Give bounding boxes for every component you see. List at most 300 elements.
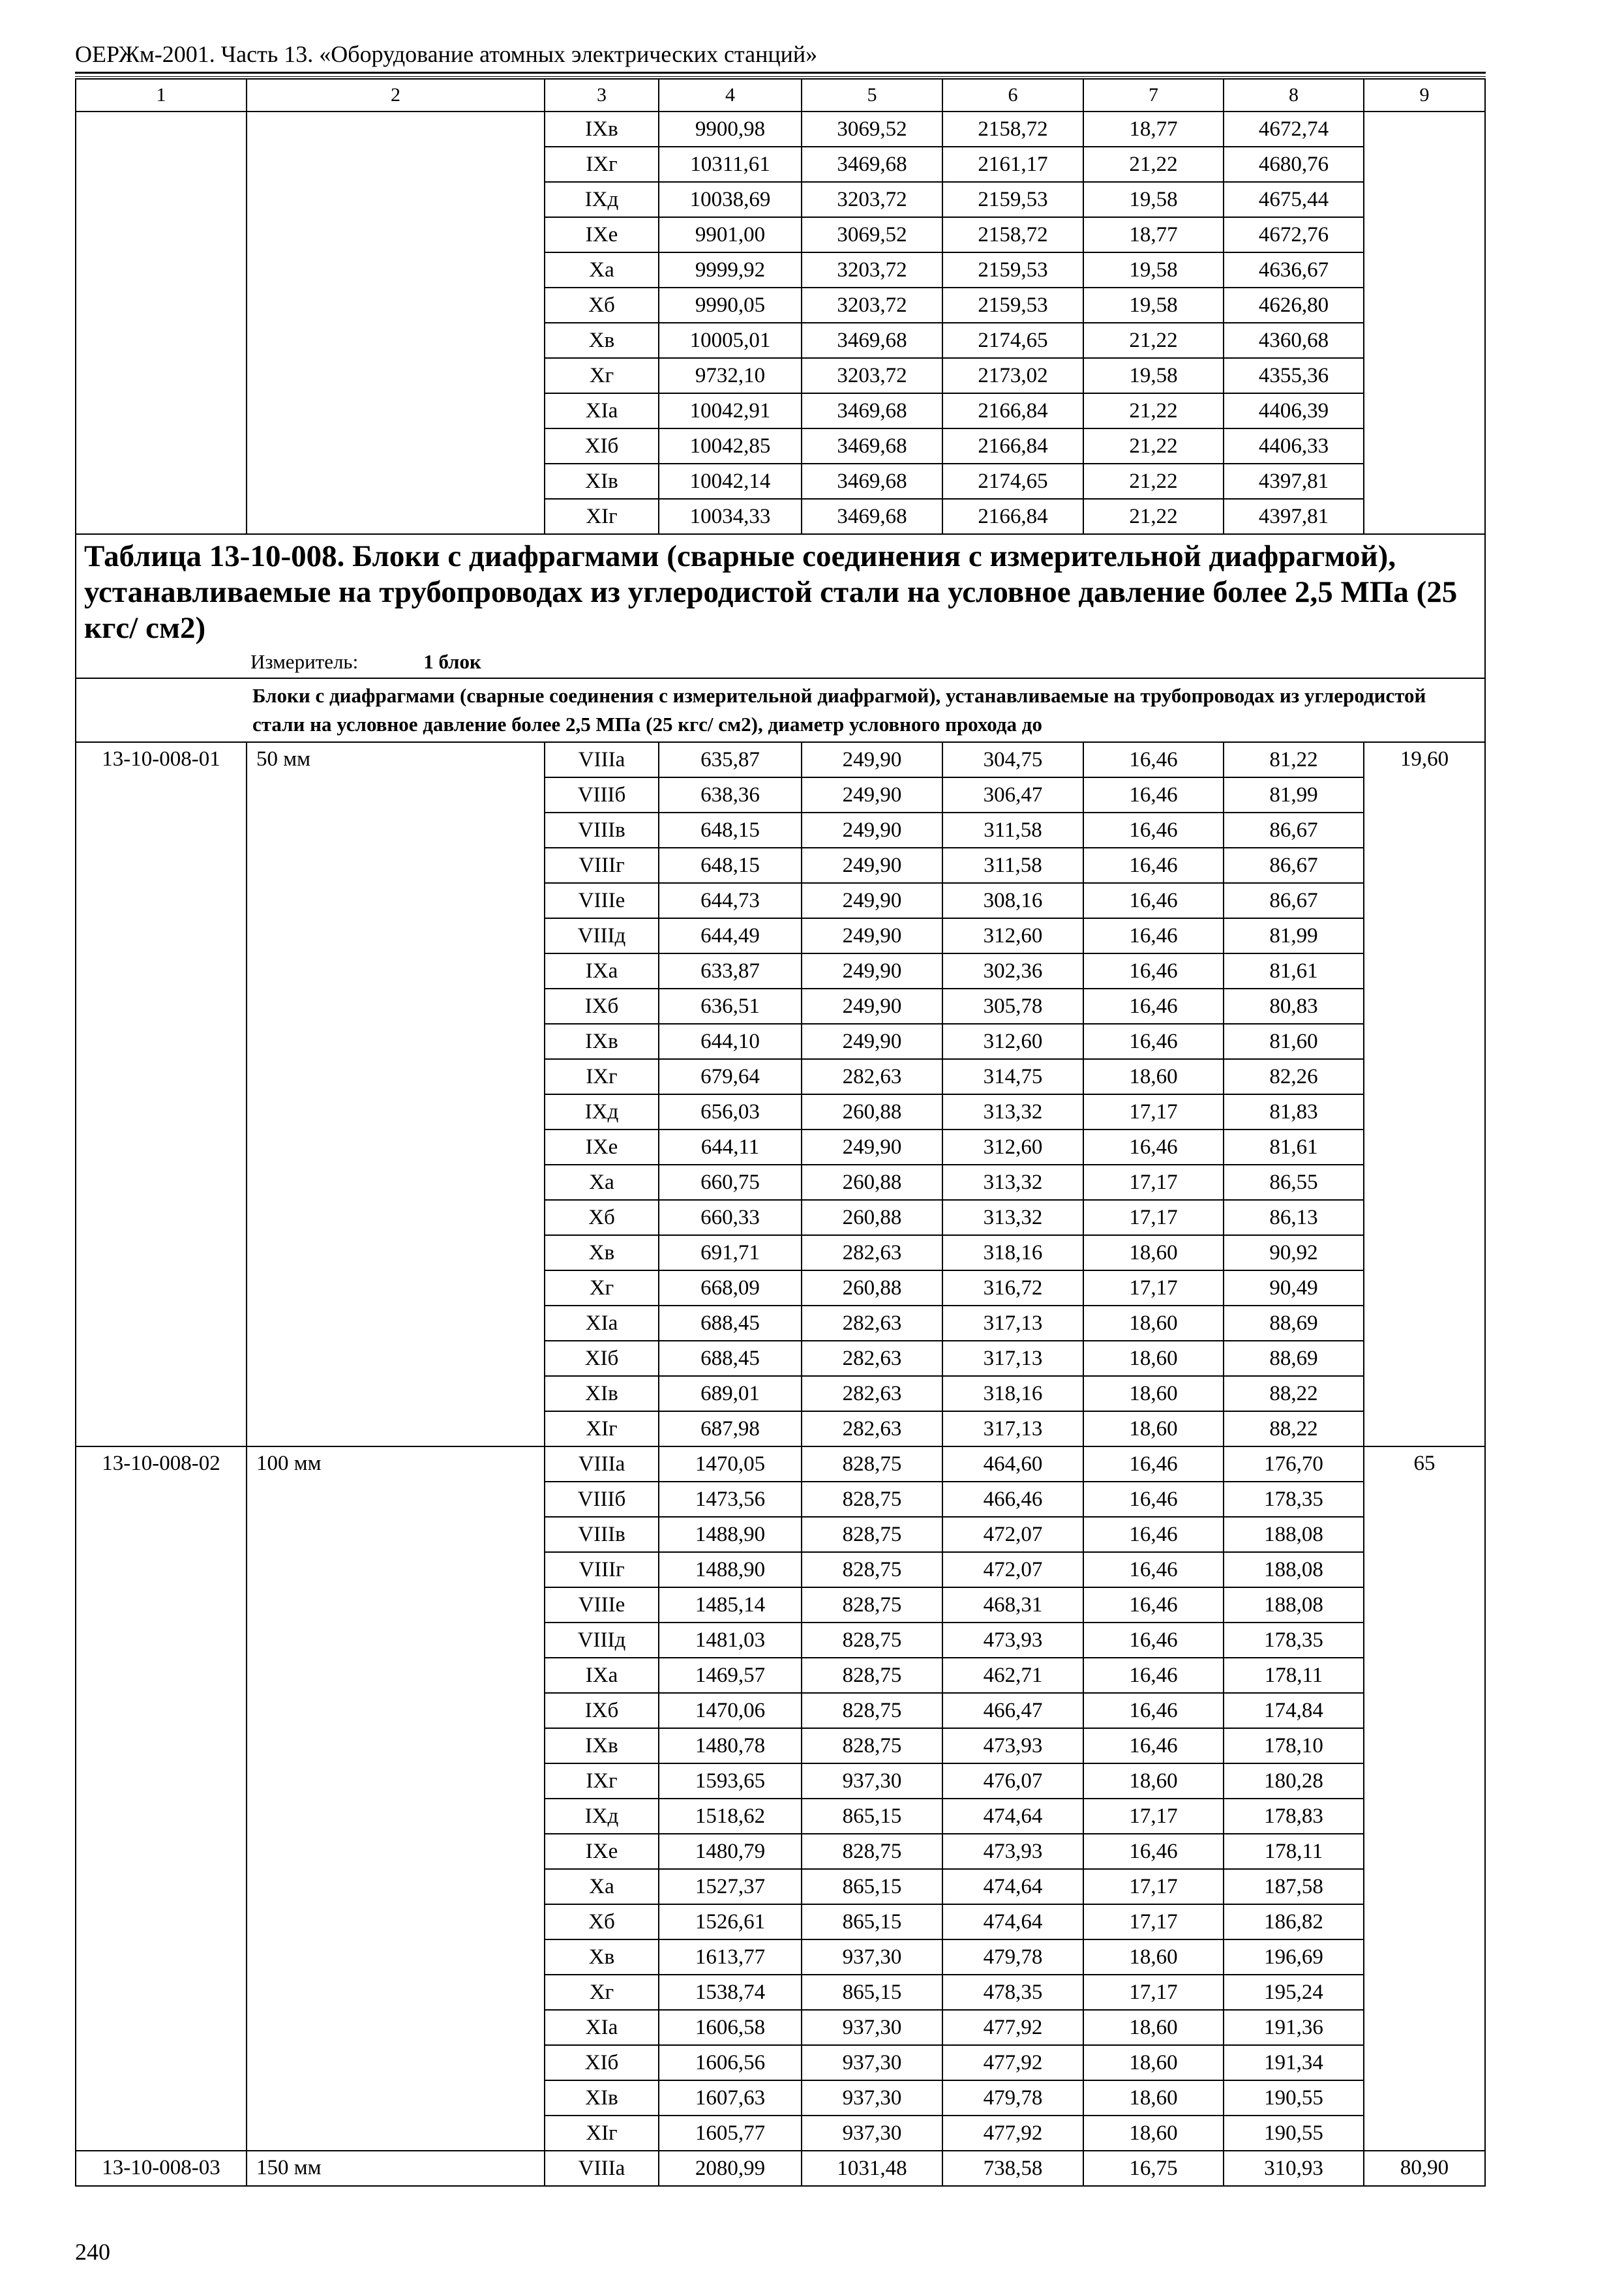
table-cell: 1480,78 bbox=[659, 1728, 802, 1763]
table-cell: 18,77 bbox=[1083, 112, 1224, 147]
table-cell: 738,58 bbox=[942, 2151, 1083, 2186]
table-cell: XIв bbox=[545, 1376, 659, 1411]
table-cell: 4355,36 bbox=[1224, 358, 1364, 393]
table-cell: 937,30 bbox=[802, 2010, 942, 2045]
table-cell: 18,60 bbox=[1083, 1939, 1224, 1975]
table-cell: 668,09 bbox=[659, 1270, 802, 1306]
table-cell: 828,75 bbox=[802, 1728, 942, 1763]
table-cell: 473,93 bbox=[942, 1623, 1083, 1658]
table-cell: 635,87 bbox=[659, 742, 802, 777]
table-cell: 1606,56 bbox=[659, 2045, 802, 2080]
table-cell: 18,60 bbox=[1083, 2116, 1224, 2151]
table-cell: 16,46 bbox=[1083, 1587, 1224, 1623]
table-cell: 86,67 bbox=[1224, 848, 1364, 883]
table-cell: 464,60 bbox=[942, 1446, 1083, 1482]
table-cell: 81,83 bbox=[1224, 1094, 1364, 1130]
table-cell: Xг bbox=[545, 1975, 659, 2010]
table-cell: 260,88 bbox=[802, 1094, 942, 1130]
table-cell: VIIIг bbox=[545, 1552, 659, 1587]
table-cell: 81,61 bbox=[1224, 953, 1364, 989]
table-cell: VIIIд bbox=[545, 1623, 659, 1658]
table-cell: VIIIе bbox=[545, 883, 659, 918]
table-cell: 828,75 bbox=[802, 1482, 942, 1517]
column-number-row bbox=[76, 79, 1485, 112]
table-cell: 312,60 bbox=[942, 1130, 1083, 1165]
table-cell: 472,07 bbox=[942, 1552, 1083, 1587]
table-cell: 260,88 bbox=[802, 1270, 942, 1306]
table-cell: 2174,65 bbox=[942, 323, 1083, 358]
table-cell: XIв bbox=[545, 464, 659, 499]
table-cell: 3469,68 bbox=[802, 428, 942, 464]
table-cell: IXв bbox=[545, 1024, 659, 1059]
header-rule-thin bbox=[75, 76, 1486, 77]
table-cell: 937,30 bbox=[802, 2080, 942, 2116]
table-cell: 3203,72 bbox=[802, 182, 942, 217]
table-cell: 3469,68 bbox=[802, 147, 942, 182]
table-cell: 1518,62 bbox=[659, 1799, 802, 1834]
table-cell: XIа bbox=[545, 1306, 659, 1341]
table-cell: 660,75 bbox=[659, 1165, 802, 1200]
table-cell: 16,46 bbox=[1083, 918, 1224, 953]
table-cell: Xб bbox=[545, 1200, 659, 1235]
table-cell: 472,07 bbox=[942, 1517, 1083, 1552]
table-cell: 648,15 bbox=[659, 813, 802, 848]
table-cell: 18,60 bbox=[1083, 2080, 1224, 2116]
table-cell: 18,77 bbox=[1083, 217, 1224, 252]
table-cell: XIб bbox=[545, 1341, 659, 1376]
table-cell: 828,75 bbox=[802, 1658, 942, 1693]
table-cell: 828,75 bbox=[802, 1623, 942, 1658]
rate-code: 13-10-008-02 bbox=[76, 1446, 247, 2151]
table-cell: Xв bbox=[545, 1939, 659, 1975]
table-cell: 311,58 bbox=[942, 848, 1083, 883]
table-cell: 282,63 bbox=[802, 1235, 942, 1270]
table-cell: 1538,74 bbox=[659, 1975, 802, 2010]
table-cell: VIIIг bbox=[545, 848, 659, 883]
table-cell: 474,64 bbox=[942, 1869, 1083, 1904]
table-cell: 16,46 bbox=[1083, 1517, 1224, 1552]
table-cell: IXд bbox=[545, 1094, 659, 1130]
table-cell: 81,99 bbox=[1224, 918, 1364, 953]
table-cell: 313,32 bbox=[942, 1165, 1083, 1200]
table-cell: 477,92 bbox=[942, 2045, 1083, 2080]
table-cell: 638,36 bbox=[659, 777, 802, 813]
table-cell: 16,46 bbox=[1083, 1482, 1224, 1517]
table-cell: 88,69 bbox=[1224, 1306, 1364, 1341]
table-cell: 310,93 bbox=[1224, 2151, 1364, 2186]
table-cell: 190,55 bbox=[1224, 2080, 1364, 2116]
table-cell: 865,15 bbox=[802, 1975, 942, 2010]
table-cell: 191,36 bbox=[1224, 2010, 1364, 2045]
table-cell: 260,88 bbox=[802, 1165, 942, 1200]
table-cell: 1473,56 bbox=[659, 1482, 802, 1517]
running-header: ОЕРЖм-2001. Часть 13. «Оборудование атомных электрических станций» bbox=[75, 41, 818, 67]
table-cell: 304,75 bbox=[942, 742, 1083, 777]
table-cell: 10038,69 bbox=[659, 182, 802, 217]
table-cell: XIа bbox=[545, 393, 659, 428]
table-cell: 174,84 bbox=[1224, 1693, 1364, 1728]
table-title-cell bbox=[76, 534, 1485, 678]
table-cell: 1481,03 bbox=[659, 1623, 802, 1658]
table-cell: XIб bbox=[545, 428, 659, 464]
table-cell: 10042,91 bbox=[659, 393, 802, 428]
table-cell: 17,17 bbox=[1083, 1165, 1224, 1200]
continuation-col9-cell bbox=[1364, 112, 1485, 534]
table-cell: 18,60 bbox=[1083, 1411, 1224, 1446]
table-cell: 691,71 bbox=[659, 1235, 802, 1270]
column-number-cell: 5 bbox=[802, 79, 942, 112]
table-cell: 633,87 bbox=[659, 953, 802, 989]
table-cell: 828,75 bbox=[802, 1552, 942, 1587]
table-cell: 1526,61 bbox=[659, 1904, 802, 1939]
table-cell: 17,17 bbox=[1083, 1799, 1224, 1834]
column-number-cell: 8 bbox=[1224, 79, 1364, 112]
table-cell: 4672,76 bbox=[1224, 217, 1364, 252]
table-cell: 260,88 bbox=[802, 1200, 942, 1235]
table-cell: VIIIд bbox=[545, 918, 659, 953]
table-cell: 178,10 bbox=[1224, 1728, 1364, 1763]
table-cell: 476,07 bbox=[942, 1763, 1083, 1799]
table-cell: 21,22 bbox=[1083, 147, 1224, 182]
table-cell: 305,78 bbox=[942, 989, 1083, 1024]
table-cell: 1031,48 bbox=[802, 2151, 942, 2186]
table-cell: 249,90 bbox=[802, 989, 942, 1024]
table-cell: 2166,84 bbox=[942, 428, 1083, 464]
table-cell: 9999,92 bbox=[659, 252, 802, 288]
table-cell: 17,17 bbox=[1083, 1904, 1224, 1939]
unit-value: 1 блок bbox=[423, 650, 481, 673]
table-cell: Xг bbox=[545, 1270, 659, 1306]
table-cell: 687,98 bbox=[659, 1411, 802, 1446]
table-cell: 313,32 bbox=[942, 1094, 1083, 1130]
table-cell: 249,90 bbox=[802, 848, 942, 883]
table-cell: 636,51 bbox=[659, 989, 802, 1024]
table-cell: IXа bbox=[545, 953, 659, 989]
table-cell: 249,90 bbox=[802, 953, 942, 989]
table-cell: 2159,53 bbox=[942, 288, 1083, 323]
table-cell: 688,45 bbox=[659, 1306, 802, 1341]
table-cell: 21,22 bbox=[1083, 428, 1224, 464]
rate-code: 13-10-008-01 bbox=[76, 742, 247, 1446]
column-number-cell: 6 bbox=[942, 79, 1083, 112]
table-cell: 16,46 bbox=[1083, 1623, 1224, 1658]
table-cell: 306,47 bbox=[942, 777, 1083, 813]
table-cell: 178,83 bbox=[1224, 1799, 1364, 1834]
table-cell: 1613,77 bbox=[659, 1939, 802, 1975]
table-cell: 1480,79 bbox=[659, 1834, 802, 1869]
table-cell: 3469,68 bbox=[802, 393, 942, 428]
table-cell: VIIIа bbox=[545, 742, 659, 777]
table-cell: 828,75 bbox=[802, 1446, 942, 1482]
table-cell: 88,22 bbox=[1224, 1411, 1364, 1446]
table-cell: Xг bbox=[545, 358, 659, 393]
table-cell: 1485,14 bbox=[659, 1587, 802, 1623]
table-cell: 18,60 bbox=[1083, 2045, 1224, 2080]
table-cell: 2161,17 bbox=[942, 147, 1083, 182]
table-cell: XIа bbox=[545, 2010, 659, 2045]
table-cell: 2158,72 bbox=[942, 112, 1083, 147]
table-cell: VIIIб bbox=[545, 1482, 659, 1517]
table-cell: 937,30 bbox=[802, 1763, 942, 1799]
table-cell: 4680,76 bbox=[1224, 147, 1364, 182]
rate-diameter: 100 мм bbox=[247, 1446, 545, 2151]
table-cell: 644,11 bbox=[659, 1130, 802, 1165]
table-cell: 3469,68 bbox=[802, 323, 942, 358]
table-cell: 937,30 bbox=[802, 2116, 942, 2151]
unit-line bbox=[84, 649, 1478, 675]
table-cell: 17,17 bbox=[1083, 1869, 1224, 1904]
subcaption-row bbox=[76, 678, 1485, 742]
continuation-diameter-cell bbox=[247, 112, 545, 534]
table-cell: 18,60 bbox=[1083, 2010, 1224, 2045]
table-cell: 477,92 bbox=[942, 2010, 1083, 2045]
table-cell: 90,49 bbox=[1224, 1270, 1364, 1306]
table-cell: 180,28 bbox=[1224, 1763, 1364, 1799]
table-cell: 1488,90 bbox=[659, 1517, 802, 1552]
table-cell: 282,63 bbox=[802, 1411, 942, 1446]
table-cell: 81,22 bbox=[1224, 742, 1364, 777]
table-cell: IXб bbox=[545, 989, 659, 1024]
column-number-cell: 9 bbox=[1364, 79, 1485, 112]
table-cell: 10042,14 bbox=[659, 464, 802, 499]
table-cell: 828,75 bbox=[802, 1834, 942, 1869]
table-cell: 648,15 bbox=[659, 848, 802, 883]
table-cell: 81,99 bbox=[1224, 777, 1364, 813]
table-cell: 249,90 bbox=[802, 883, 942, 918]
table-cell: IXд bbox=[545, 1799, 659, 1834]
table-cell: 16,46 bbox=[1083, 1728, 1224, 1763]
table-cell: 466,46 bbox=[942, 1482, 1083, 1517]
table-cell: 828,75 bbox=[802, 1517, 942, 1552]
table-cell: 318,16 bbox=[942, 1235, 1083, 1270]
table-cell: 828,75 bbox=[802, 1587, 942, 1623]
table-cell: 1469,57 bbox=[659, 1658, 802, 1693]
table-cell: 3469,68 bbox=[802, 464, 942, 499]
column-number-cell: 1 bbox=[76, 79, 247, 112]
table-cell: 4626,80 bbox=[1224, 288, 1364, 323]
table-cell: Xа bbox=[545, 252, 659, 288]
table-cell: Xа bbox=[545, 1165, 659, 1200]
table-cell: 2174,65 bbox=[942, 464, 1083, 499]
table-cell: 80,83 bbox=[1224, 989, 1364, 1024]
table-cell: 282,63 bbox=[802, 1059, 942, 1094]
table-cell: 21,22 bbox=[1083, 464, 1224, 499]
table-cell: 19,58 bbox=[1083, 358, 1224, 393]
table-cell: 86,67 bbox=[1224, 883, 1364, 918]
table-cell: 21,22 bbox=[1083, 393, 1224, 428]
table-cell: 314,75 bbox=[942, 1059, 1083, 1094]
table-cell: IXг bbox=[545, 147, 659, 182]
table-cell: 865,15 bbox=[802, 1869, 942, 1904]
table-cell: 3203,72 bbox=[802, 358, 942, 393]
table-cell: 17,17 bbox=[1083, 1975, 1224, 2010]
table-cell: 18,60 bbox=[1083, 1376, 1224, 1411]
table-cell: 937,30 bbox=[802, 2045, 942, 2080]
table-cell: IXб bbox=[545, 1693, 659, 1728]
table-cell: 10005,01 bbox=[659, 323, 802, 358]
table-cell: 17,17 bbox=[1083, 1270, 1224, 1306]
table-cell: 282,63 bbox=[802, 1341, 942, 1376]
page-number: 240 bbox=[75, 2239, 110, 2265]
table-cell: 16,46 bbox=[1083, 1658, 1224, 1693]
table-cell: 16,46 bbox=[1083, 1693, 1224, 1728]
table-cell: 196,69 bbox=[1224, 1939, 1364, 1975]
table-cell: 17,17 bbox=[1083, 1094, 1224, 1130]
table-cell: 644,49 bbox=[659, 918, 802, 953]
table-cell: 2080,99 bbox=[659, 2151, 802, 2186]
table-cell: 178,35 bbox=[1224, 1623, 1364, 1658]
table-cell: 86,55 bbox=[1224, 1165, 1364, 1200]
table-cell: 312,60 bbox=[942, 1024, 1083, 1059]
table-cell: 4675,44 bbox=[1224, 182, 1364, 217]
table-row bbox=[76, 742, 1485, 777]
table-cell: 86,13 bbox=[1224, 1200, 1364, 1235]
table-cell: 937,30 bbox=[802, 1939, 942, 1975]
table-cell: 16,46 bbox=[1083, 1834, 1224, 1869]
table-cell: 21,22 bbox=[1083, 323, 1224, 358]
table-cell: Xб bbox=[545, 288, 659, 323]
column-number-cell: 2 bbox=[247, 79, 545, 112]
table-cell: Xв bbox=[545, 323, 659, 358]
table-cell: 191,34 bbox=[1224, 2045, 1364, 2080]
column-number-cell: 7 bbox=[1083, 79, 1224, 112]
table-cell: 21,22 bbox=[1083, 499, 1224, 534]
table-cell: 4672,74 bbox=[1224, 112, 1364, 147]
rate-col9-value: 19,60 bbox=[1364, 742, 1485, 1446]
table-cell: 312,60 bbox=[942, 918, 1083, 953]
table-cell: 18,60 bbox=[1083, 1341, 1224, 1376]
table-cell: 865,15 bbox=[802, 1799, 942, 1834]
table-cell: 3069,52 bbox=[802, 112, 942, 147]
table-cell: 82,26 bbox=[1224, 1059, 1364, 1094]
table-cell: 17,17 bbox=[1083, 1200, 1224, 1235]
table-cell: 249,90 bbox=[802, 918, 942, 953]
table-cell: VIIIа bbox=[545, 2151, 659, 2186]
table-cell: IXд bbox=[545, 182, 659, 217]
table-cell: 302,36 bbox=[942, 953, 1083, 989]
table-cell: Xб bbox=[545, 1904, 659, 1939]
subcaption: Блоки с диафрагмами (сварные соединения с измерительной диафрагмой), устанавливаемые на трубопроводах из углеродистой стали на условное давление более 2,5 МПа (25 кгс/ см2), диаметр условного прохода до bbox=[76, 678, 1485, 742]
table-cell: 90,92 bbox=[1224, 1235, 1364, 1270]
table-cell: IXг bbox=[545, 1763, 659, 1799]
table-cell: XIб bbox=[545, 2045, 659, 2080]
rate-diameter: 150 мм bbox=[247, 2151, 545, 2186]
table-cell: 186,82 bbox=[1224, 1904, 1364, 1939]
table-cell: 1607,63 bbox=[659, 2080, 802, 2116]
table-title: Таблица 13-10-008. Блоки с диафрагмами (сварные соединения с измерительной диафрагмой), устанавливаемые на трубопроводах из углеродистой стали на условное давление более 2,5 МПа (25 кгс/ см2) bbox=[84, 539, 1458, 645]
table-cell: 10042,85 bbox=[659, 428, 802, 464]
table-cell: VIIIб bbox=[545, 777, 659, 813]
table-cell: 4397,81 bbox=[1224, 464, 1364, 499]
table-cell: 317,13 bbox=[942, 1306, 1083, 1341]
table-body bbox=[76, 79, 1485, 2186]
table-cell: 318,16 bbox=[942, 1376, 1083, 1411]
table-cell: 249,90 bbox=[802, 813, 942, 848]
table-cell: 81,60 bbox=[1224, 1024, 1364, 1059]
table-cell: 462,71 bbox=[942, 1658, 1083, 1693]
table-title-row bbox=[76, 534, 1485, 678]
table-cell: 16,46 bbox=[1083, 777, 1224, 813]
table-cell: VIIIе bbox=[545, 1587, 659, 1623]
table-row bbox=[76, 112, 1485, 147]
table-cell: 10034,33 bbox=[659, 499, 802, 534]
table-cell: 18,60 bbox=[1083, 1306, 1224, 1341]
table-cell: 466,47 bbox=[942, 1693, 1083, 1728]
table-cell: 18,60 bbox=[1083, 1763, 1224, 1799]
table-cell: 2166,84 bbox=[942, 393, 1083, 428]
table-cell: 282,63 bbox=[802, 1376, 942, 1411]
table-cell: 9900,98 bbox=[659, 112, 802, 147]
table-cell: IXе bbox=[545, 1130, 659, 1165]
table-cell: 3203,72 bbox=[802, 288, 942, 323]
header-rule bbox=[75, 72, 1486, 74]
table-cell: 660,33 bbox=[659, 1200, 802, 1235]
table-cell: 195,24 bbox=[1224, 1975, 1364, 2010]
table-cell: 688,45 bbox=[659, 1341, 802, 1376]
table-cell: 18,60 bbox=[1083, 1059, 1224, 1094]
column-number-cell: 3 bbox=[545, 79, 659, 112]
table-cell: 1470,06 bbox=[659, 1693, 802, 1728]
table-cell: 313,32 bbox=[942, 1200, 1083, 1235]
table-cell: 249,90 bbox=[802, 742, 942, 777]
table-cell: 317,13 bbox=[942, 1341, 1083, 1376]
table-cell: 19,58 bbox=[1083, 252, 1224, 288]
table-cell: 86,67 bbox=[1224, 813, 1364, 848]
table-cell: 16,75 bbox=[1083, 2151, 1224, 2186]
table-cell: 19,58 bbox=[1083, 182, 1224, 217]
table-cell: 828,75 bbox=[802, 1693, 942, 1728]
table-cell: Xв bbox=[545, 1235, 659, 1270]
table-cell: 88,22 bbox=[1224, 1376, 1364, 1411]
table-cell: 249,90 bbox=[802, 777, 942, 813]
table-cell: IXв bbox=[545, 1728, 659, 1763]
table-cell: 479,78 bbox=[942, 2080, 1083, 2116]
table-cell: XIг bbox=[545, 499, 659, 534]
table-row bbox=[76, 1446, 1485, 1482]
table-cell: 3469,68 bbox=[802, 499, 942, 534]
table-cell: 18,60 bbox=[1083, 1235, 1224, 1270]
table-cell: 88,69 bbox=[1224, 1341, 1364, 1376]
table-cell: IXг bbox=[545, 1059, 659, 1094]
table-cell: 679,64 bbox=[659, 1059, 802, 1094]
table-cell: 188,08 bbox=[1224, 1552, 1364, 1587]
table-cell: 2159,53 bbox=[942, 182, 1083, 217]
table-cell: 4406,39 bbox=[1224, 393, 1364, 428]
rate-diameter: 50 мм bbox=[247, 742, 545, 1446]
table-cell: 1527,37 bbox=[659, 1869, 802, 1904]
table-cell: 178,11 bbox=[1224, 1834, 1364, 1869]
table-cell: 176,70 bbox=[1224, 1446, 1364, 1482]
table-cell: 477,92 bbox=[942, 2116, 1083, 2151]
table-cell: 178,35 bbox=[1224, 1482, 1364, 1517]
price-table bbox=[75, 78, 1486, 2187]
table-cell: 9990,05 bbox=[659, 288, 802, 323]
table-cell: 16,46 bbox=[1083, 1446, 1224, 1482]
table-cell: 1488,90 bbox=[659, 1552, 802, 1587]
table-cell: VIIIв bbox=[545, 813, 659, 848]
table-cell: IXе bbox=[545, 1834, 659, 1869]
table-cell: 308,16 bbox=[942, 883, 1083, 918]
table-cell: 16,46 bbox=[1083, 953, 1224, 989]
table-cell: 19,58 bbox=[1083, 288, 1224, 323]
table-cell: 316,72 bbox=[942, 1270, 1083, 1306]
table-cell: 9901,00 bbox=[659, 217, 802, 252]
table-cell: 474,64 bbox=[942, 1799, 1083, 1834]
table-cell: 16,46 bbox=[1083, 742, 1224, 777]
table-cell: 317,13 bbox=[942, 1411, 1083, 1446]
continuation-code-cell bbox=[76, 112, 247, 534]
table-cell: 4636,67 bbox=[1224, 252, 1364, 288]
